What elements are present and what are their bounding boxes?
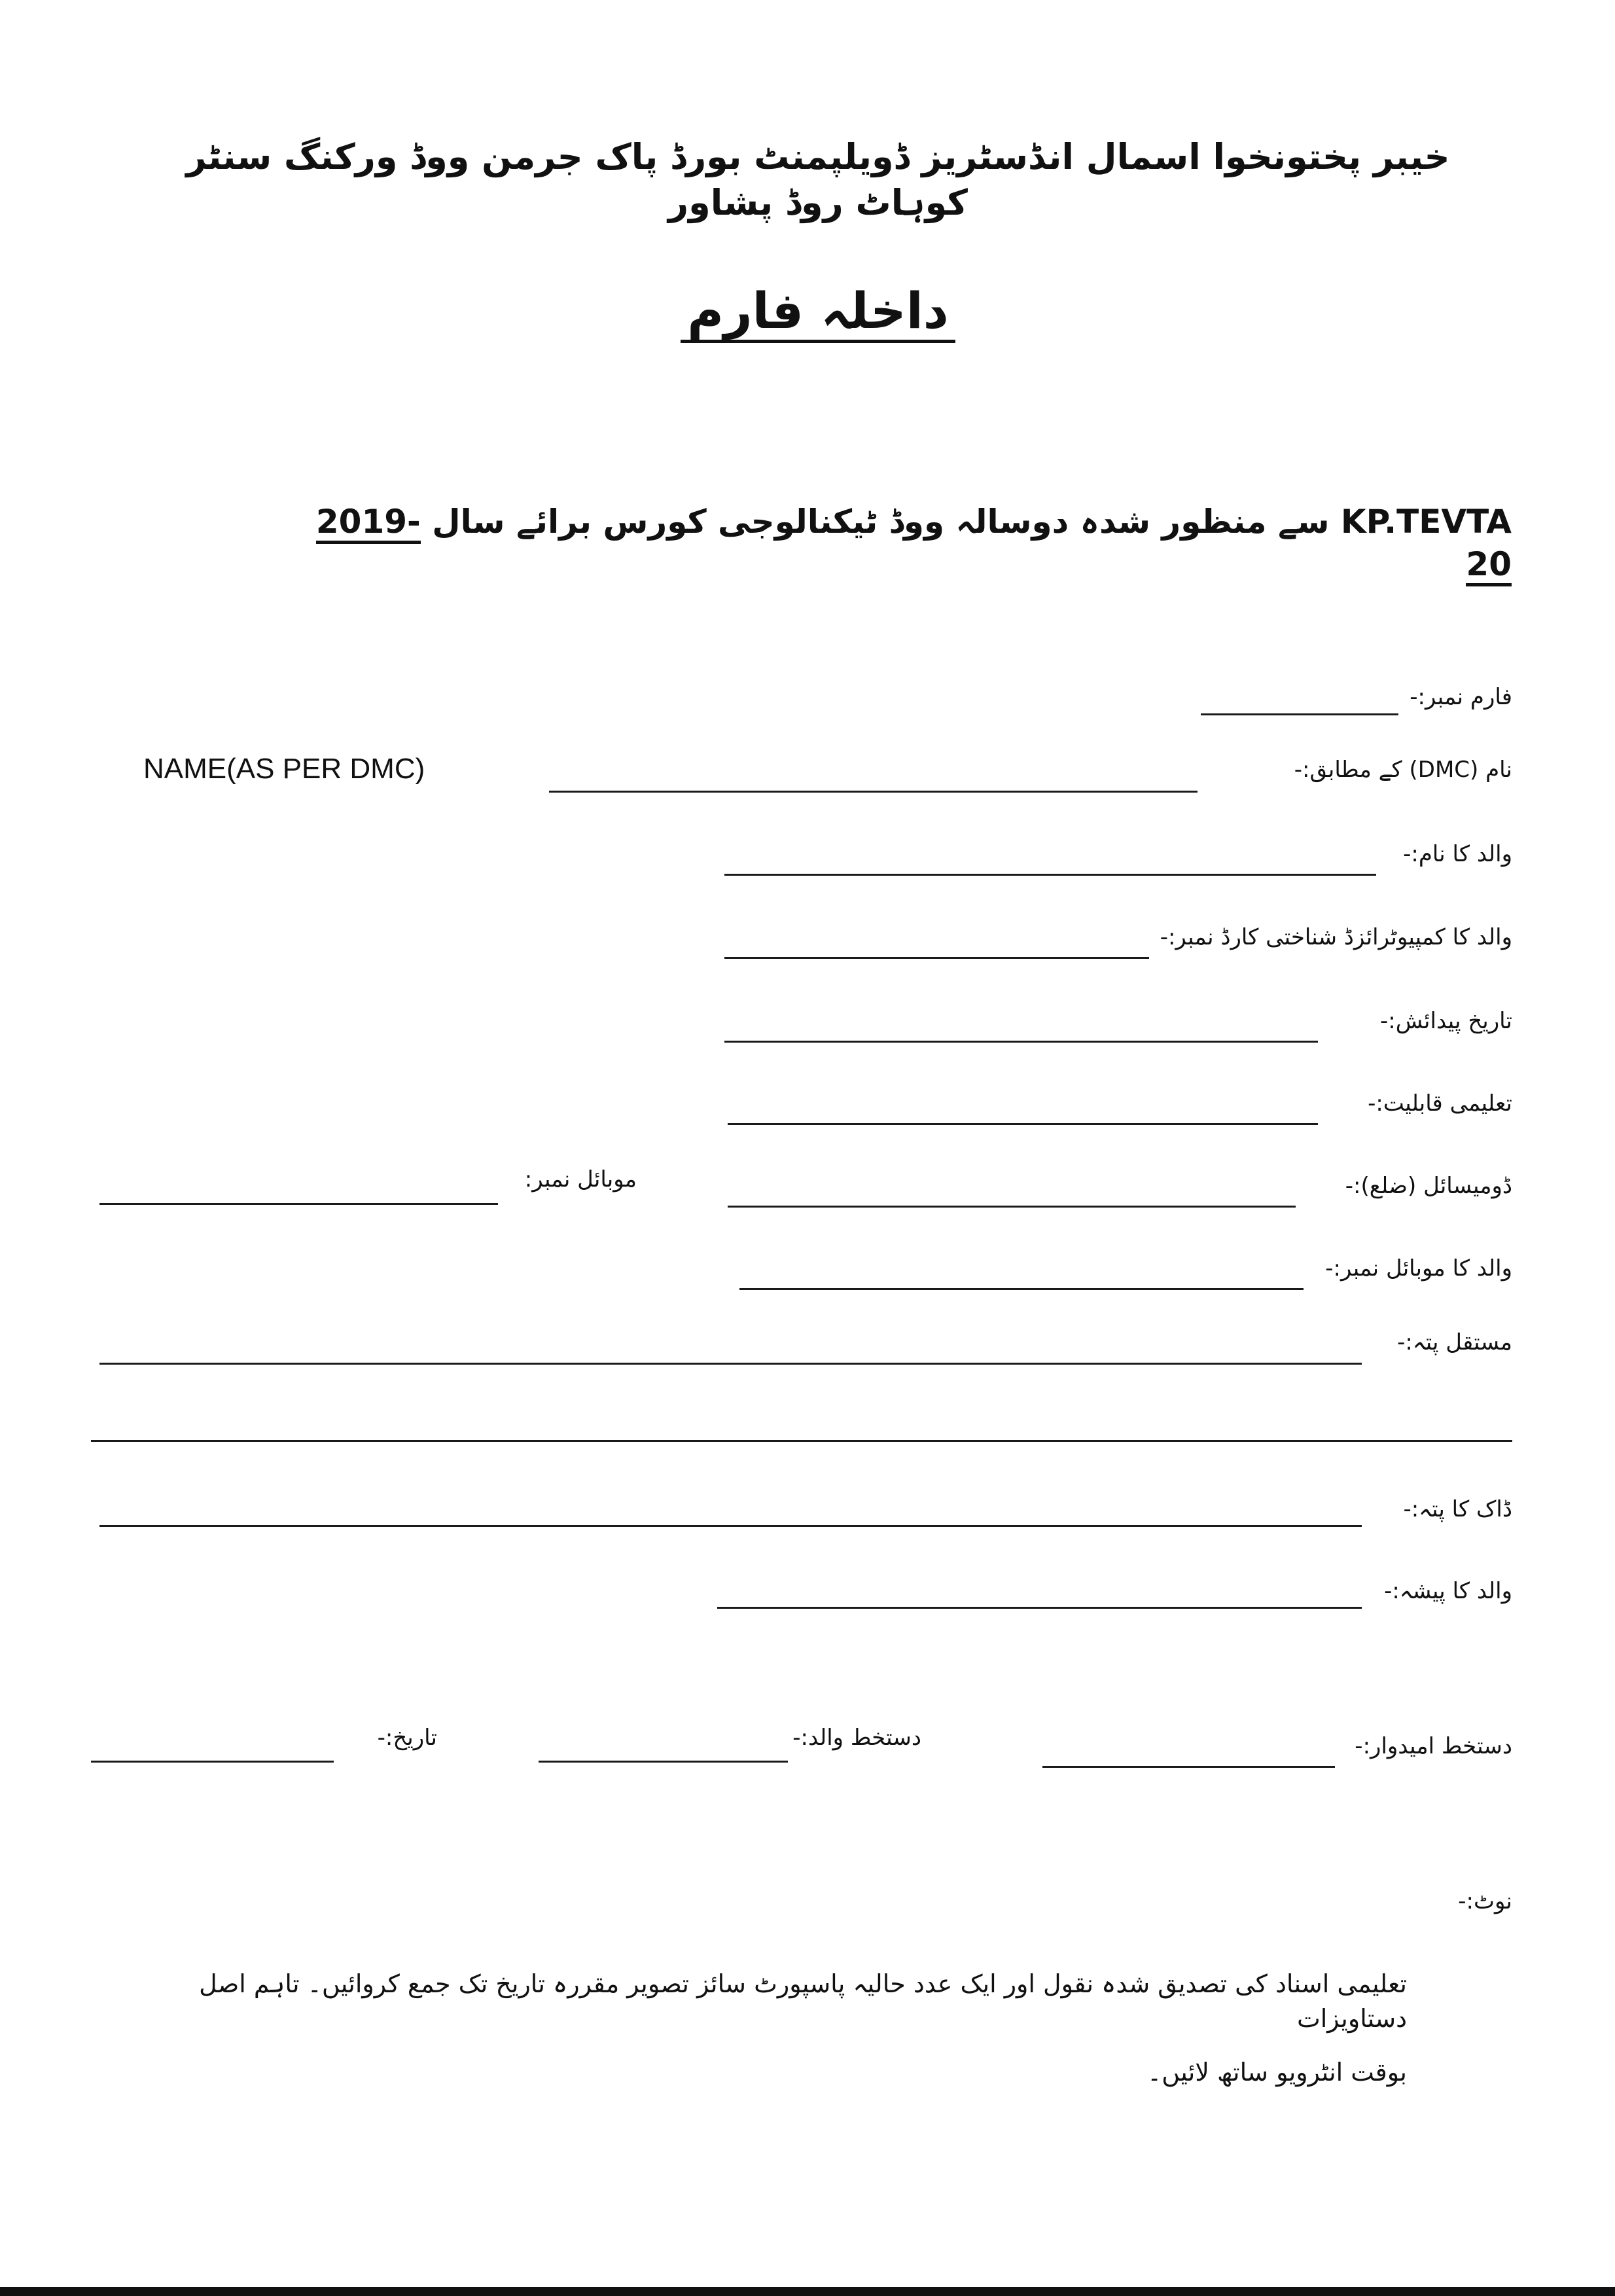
mobile-field[interactable] bbox=[99, 1203, 498, 1205]
date-label: تاریخ:- bbox=[377, 1725, 437, 1751]
note-label: نوٹ:- bbox=[1458, 1888, 1512, 1914]
dob-label: تاریخ پیدائش:- bbox=[1379, 1008, 1512, 1034]
institution-title: خیبر پختونخوا اسمال انڈسٹریز ڈویلپمنٹ بورڈ پاک جرمن ووڈ ورکنگ سنٹر کوہاٹ روڈ پشاور bbox=[186, 136, 1450, 224]
form-no-label: فارم نمبر:- bbox=[1410, 684, 1512, 710]
permanent-address-field[interactable] bbox=[99, 1363, 1362, 1365]
father-cnic-field[interactable] bbox=[724, 957, 1149, 959]
postal-address-field[interactable] bbox=[99, 1525, 1362, 1527]
date-field[interactable] bbox=[91, 1761, 334, 1763]
subtitle-text: سے منظور شدہ دوسالہ ووڈ ٹیکنالوجی کورس برائے سال bbox=[420, 503, 1341, 541]
education-field[interactable] bbox=[728, 1123, 1318, 1125]
education-label: تعلیمی قابلیت:- bbox=[1368, 1090, 1512, 1117]
name-field[interactable] bbox=[549, 791, 1198, 793]
name-english-label: NAME(AS PER DMC) bbox=[143, 753, 425, 785]
mobile-label: موبائل نمبر: bbox=[524, 1166, 637, 1193]
subtitle-org: KP.TEVTA bbox=[1340, 503, 1512, 541]
father-occupation-field[interactable] bbox=[717, 1607, 1362, 1609]
form-title bbox=[124, 281, 1512, 340]
note-line-2: بوقت انٹرویو ساتھ لائیں۔ bbox=[1147, 2058, 1407, 2087]
candidate-signature-label: دستخط امیدوار:- bbox=[1355, 1733, 1512, 1759]
domicile-label: ڈومیسائل (ضلع):- bbox=[1345, 1173, 1512, 1199]
permanent-address-field-line2[interactable] bbox=[91, 1440, 1512, 1442]
father-name-label: والد کا نام:- bbox=[1403, 841, 1512, 867]
father-cnic-label: والد کا کمپیوٹرائزڈ شناختی کارڈ نمبر:- bbox=[1160, 924, 1512, 950]
permanent-address-label: مستقل پتہ:- bbox=[1397, 1329, 1512, 1355]
form-no-field[interactable] bbox=[1201, 713, 1398, 715]
postal-address-label: ڈاک کا پتہ:- bbox=[1403, 1496, 1512, 1522]
father-mobile-field[interactable] bbox=[739, 1288, 1304, 1290]
father-mobile-label: والد کا موبائل نمبر:- bbox=[1325, 1255, 1512, 1282]
dob-field[interactable] bbox=[724, 1041, 1318, 1043]
subtitle-year: 2019-20 bbox=[316, 503, 1512, 586]
scan-edge bbox=[0, 2287, 1615, 2296]
father-signature-field[interactable] bbox=[539, 1761, 788, 1763]
form-title-text: داخلہ فارم bbox=[681, 281, 955, 343]
domicile-field[interactable] bbox=[728, 1206, 1296, 1208]
candidate-signature-field[interactable] bbox=[1042, 1766, 1335, 1768]
father-occupation-label: والد کا پیشہ:- bbox=[1384, 1578, 1512, 1604]
course-subtitle bbox=[288, 501, 1512, 586]
name-label: نام (DMC) کے مطابق:- bbox=[1294, 757, 1512, 783]
father-name-field[interactable] bbox=[724, 874, 1376, 876]
father-signature-label: دستخط والد:- bbox=[792, 1725, 921, 1751]
note-line-1: تعلیمی اسناد کی تصدیق شدہ نقول اور ایک عدد حالیہ پاسپورٹ سائز تصویر مقررہ تاریخ تک جمع کروائیں۔ تاہم اصل دستاویزات bbox=[199, 1969, 1407, 2034]
